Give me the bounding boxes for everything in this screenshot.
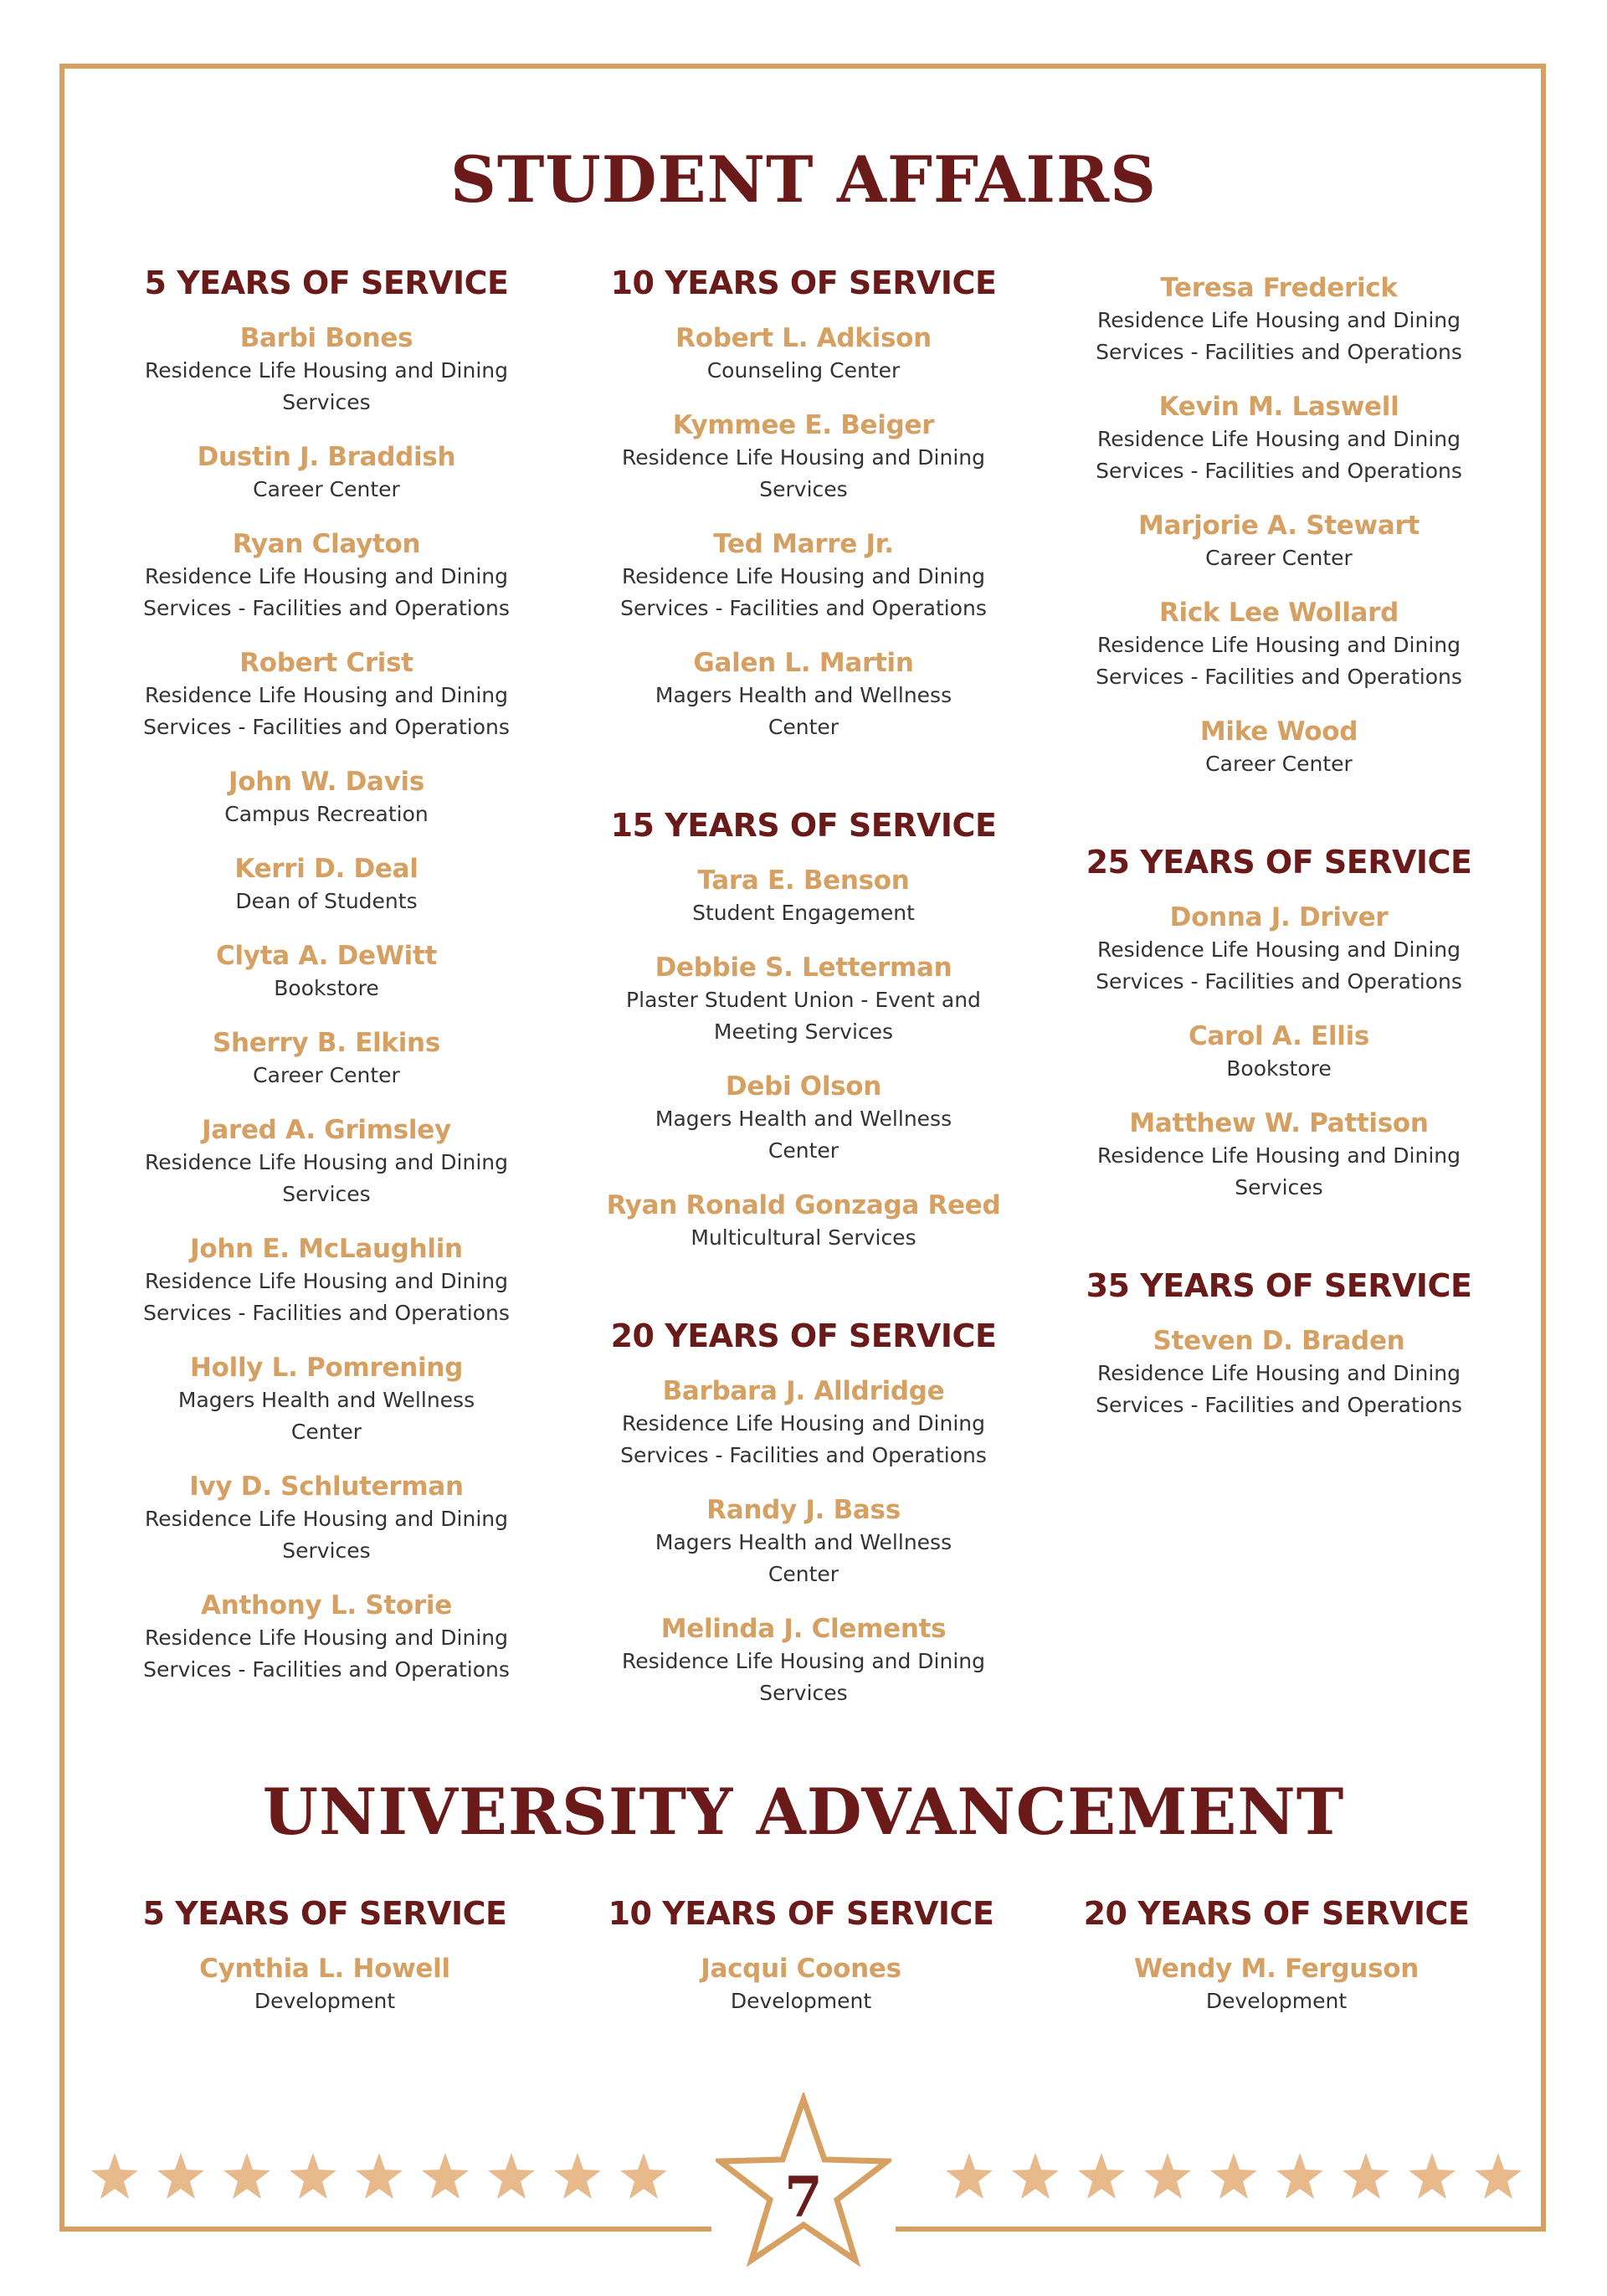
honoree-department: Residence Life Housing and Dining Services [144,1507,509,1563]
honoree-department: Magers Health and Wellness Center [655,1530,952,1586]
honoree-department: Residence Life Housing and Dining Services - Facilities and Operations [1096,308,1462,364]
student-affairs-column-1 [109,265,544,1749]
honoree-entry [109,765,544,830]
service-heading: 15 YEARS OF SERVICE [610,807,997,844]
honoree-department: Career Center [253,477,400,501]
honoree-entry [1061,390,1497,487]
star-icon [619,2151,669,2201]
honoree-entry [586,646,1021,743]
honoree-department: Multicultural Services [691,1225,916,1250]
honoree-name: Donna J. Driver [1169,902,1389,932]
star-icon [1209,2151,1259,2201]
service-group [583,1895,1019,2017]
service-group [586,807,1021,1254]
service-heading: 5 YEARS OF SERVICE [142,1895,507,1932]
honoree-entry [109,321,544,419]
service-group [586,1318,1021,1709]
student-affairs-column-3 [1061,271,1497,1485]
star-icon [156,2151,206,2201]
honoree-name: Kerri D. Deal [234,854,418,884]
star-icon [1010,2151,1060,2201]
star-icon [354,2151,404,2201]
honoree-entry [107,1952,542,2017]
star-icon [1275,2151,1325,2201]
honoree-department: Development [730,1989,872,2013]
star-icon [420,2151,470,2201]
star-icon [1341,2151,1391,2201]
star-icon [944,2151,994,2201]
service-group [586,265,1021,743]
honoree-entry [586,951,1021,1048]
honoree-department: Residence Life Housing and Dining Services - Facilities and Operations [143,564,510,620]
honoree-entry [109,1113,544,1210]
service-group [109,265,544,1686]
honoree-name: Holly L. Pomrening [189,1353,463,1383]
honoree-entry [586,1189,1021,1254]
honoree-entry [109,440,544,506]
honoree-entry [109,527,544,624]
honoree-name: Debbie S. Letterman [655,953,952,983]
honoree-name: Matthew W. Pattison [1129,1108,1429,1138]
honoree-name: Jared A. Grimsley [202,1115,451,1145]
honoree-name: Clyta A. DeWitt [216,941,437,971]
honoree-name: Robert L. Adkison [675,323,932,353]
honoree-name: Anthony L. Storie [201,1590,452,1621]
honoree-department: Residence Life Housing and Dining Services - Facilities and Operations [143,1269,510,1325]
honoree-department: Residence Life Housing and Dining Services - Facilities and Operations [1096,937,1462,994]
honoree-name: Ryan Clayton [232,529,421,559]
service-heading: 5 YEARS OF SERVICE [144,265,509,301]
service-heading: 35 YEARS OF SERVICE [1086,1267,1472,1304]
honoree-name: John W. Davis [228,767,425,797]
honoree-entry [109,939,544,1004]
honoree-name: Tara E. Benson [697,865,910,896]
honoree-name: Mike Wood [1199,717,1358,747]
honoree-department: Student Engagement [692,901,915,925]
honoree-name: Melinda J. Clements [660,1614,947,1644]
honoree-entry [586,321,1021,387]
honoree-department: Residence Life Housing and Dining Services - Facilities and Operations [143,1626,510,1682]
honoree-department: Magers Health and Wellness Center [177,1388,475,1444]
service-group [1061,1267,1497,1421]
star-icon [1076,2151,1127,2201]
honoree-entry [109,646,544,743]
service-heading: 20 YEARS OF SERVICE [1083,1895,1470,1932]
honoree-entry [109,1589,544,1686]
honoree-entry [1061,271,1497,368]
honoree-entry [109,1232,544,1329]
honoree-name: Jacqui Coones [701,1954,901,1984]
honoree-department: Residence Life Housing and Dining Services - Facilities and Operations [143,683,510,739]
honoree-department: Campus Recreation [224,802,429,826]
honoree-department: Plaster Student Union - Event and Meeting Services [626,988,981,1044]
student-affairs-column-2 [586,265,1021,1773]
service-group [1059,1895,1494,2017]
star-icon [1142,2151,1193,2201]
honoree-department: Counseling Center [706,358,901,383]
page-number: 7 [784,2165,823,2230]
honoree-name: Kevin M. Laswell [1158,392,1399,422]
honoree-name: Kymmee E. Beiger [672,410,935,440]
honoree-entry [583,1952,1019,2017]
star-icon [1407,2151,1457,2201]
star-row-right [944,2151,1523,2210]
star-icon [90,2151,140,2201]
honoree-department: Development [254,1989,396,2013]
service-heading: 25 YEARS OF SERVICE [1086,844,1472,881]
star-icon [552,2151,603,2201]
honoree-department: Magers Health and Wellness Center [655,683,952,739]
honoree-name: Barbara J. Alldridge [662,1376,945,1406]
honoree-department: Residence Life Housing and Dining Services [1096,1143,1461,1199]
service-group [1061,271,1497,780]
honoree-department: Dean of Students [235,889,418,913]
service-group [107,1895,542,2017]
honoree-entry [1061,901,1497,998]
honoree-name: Wendy M. Ferguson [1133,1954,1419,1984]
honoree-name: Galen L. Martin [693,648,914,678]
honoree-entry [586,1493,1021,1590]
honoree-entry [586,527,1021,624]
honoree-department: Residence Life Housing and Dining Services - Facilities and Operations [1096,427,1462,483]
honoree-department: Residence Life Housing and Dining Services [621,1649,986,1705]
university-advancement-title: UNIVERSITY ADVANCEMENT [262,1775,1345,1849]
honoree-department: Residence Life Housing and Dining Services - Facilities and Operations [620,1411,987,1467]
honoree-name: Dustin J. Braddish [197,442,456,472]
star-icon [222,2151,272,2201]
service-heading: 10 YEARS OF SERVICE [608,1895,994,1932]
advancement-column-2 [583,1895,1019,2081]
star-icon [1473,2151,1523,2201]
honoree-entry [1061,715,1497,780]
honoree-entry [1061,1324,1497,1421]
advancement-column-1 [107,1895,542,2081]
honoree-entry [1059,1952,1494,2017]
honoree-department: Magers Health and Wellness Center [655,1107,952,1163]
honoree-entry [1061,509,1497,574]
honoree-name: Barbi Bones [239,323,413,353]
honoree-entry [1061,1020,1497,1085]
honoree-name: Carol A. Ellis [1188,1021,1370,1051]
honoree-entry [586,864,1021,929]
honoree-name: Marjorie A. Stewart [1138,511,1420,541]
honoree-department: Career Center [1205,546,1353,570]
honoree-department: Residence Life Housing and Dining Services [144,358,509,414]
honoree-department: Residence Life Housing and Dining Services - Facilities and Operations [1096,1361,1462,1417]
honoree-department: Career Center [1205,752,1353,776]
honoree-name: Ted Marre Jr. [713,529,894,559]
honoree-department: Career Center [253,1063,400,1087]
honoree-department: Development [1205,1989,1348,2013]
honoree-name: Debi Olson [725,1071,882,1102]
honoree-department: Bookstore [1226,1056,1332,1081]
honoree-entry [586,1374,1021,1472]
advancement-column-3 [1059,1895,1494,2081]
honoree-entry [586,408,1021,506]
honoree-entry [109,1026,544,1091]
service-heading: 20 YEARS OF SERVICE [610,1318,997,1354]
honoree-entry [109,1470,544,1567]
honoree-name: Ivy D. Schluterman [189,1472,464,1502]
honoree-entry [109,852,544,917]
honoree-department: Residence Life Housing and Dining Services - Facilities and Operations [620,564,987,620]
honoree-name: Cynthia L. Howell [199,1954,450,1984]
honoree-name: Robert Crist [239,648,413,678]
star-icon [486,2151,537,2201]
honoree-name: Teresa Frederick [1160,273,1398,303]
honoree-name: John E. McLaughlin [190,1234,463,1264]
honoree-entry [1061,596,1497,693]
honoree-entry [586,1070,1021,1167]
honoree-department: Residence Life Housing and Dining Services - Facilities and Operations [1096,633,1462,689]
honoree-name: Ryan Ronald Gonzaga Reed [606,1190,1001,1220]
honoree-name: Sherry B. Elkins [213,1028,440,1058]
star-row-left [90,2151,669,2210]
honoree-entry [586,1612,1021,1709]
student-affairs-title: STUDENT AFFAIRS [449,142,1158,217]
honoree-entry [109,1351,544,1448]
honoree-entry [1061,1107,1497,1204]
honoree-name: Rick Lee Wollard [1158,598,1399,628]
service-group [1061,844,1497,1204]
honoree-name: Steven D. Braden [1153,1326,1405,1356]
honoree-department: Bookstore [274,976,379,1000]
star-icon [288,2151,338,2201]
service-heading: 10 YEARS OF SERVICE [610,265,997,301]
honoree-department: Residence Life Housing and Dining Services [621,445,986,501]
honoree-name: Randy J. Bass [706,1495,901,1525]
honoree-department: Residence Life Housing and Dining Services [144,1150,509,1206]
